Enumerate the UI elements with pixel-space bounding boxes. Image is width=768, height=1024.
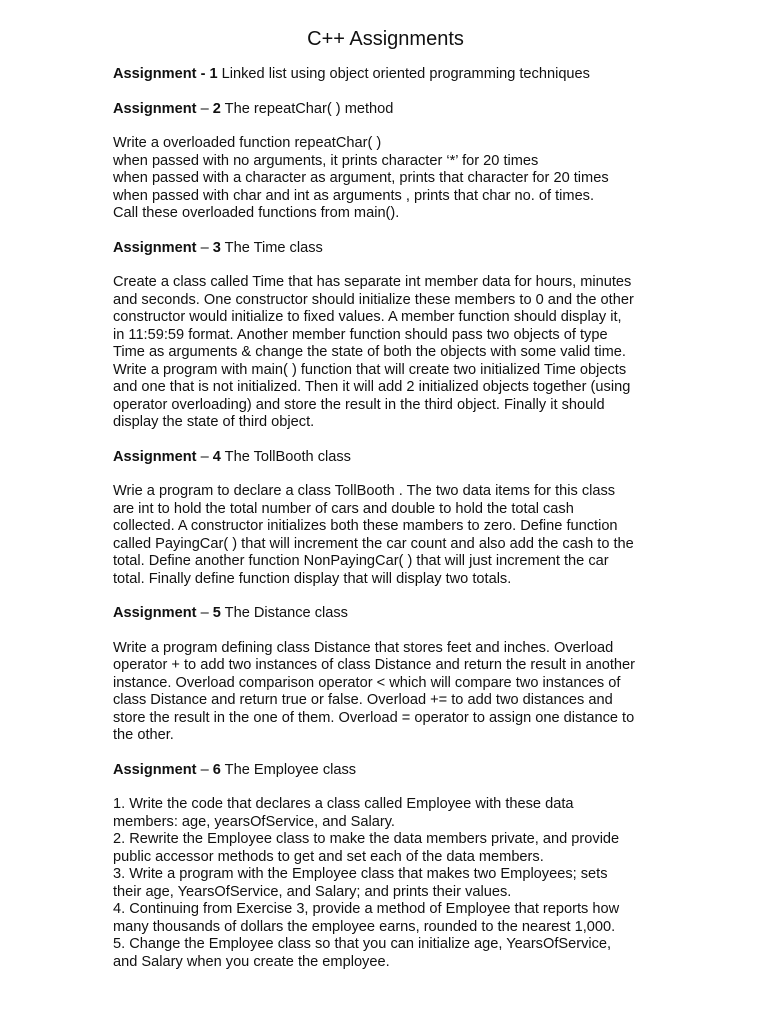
paragraph-line: operator + to add two instances of class Distance and return the result in another: [113, 657, 636, 673]
document-page: [113, 27, 658, 988]
assignment-number: 2: [212, 100, 221, 117]
assignment-title: The repeatChar( ) method: [220, 100, 394, 117]
paragraph-line: their age, YearsOfService, and Salary; and prints their values.: [113, 883, 512, 900]
paragraph-line: when passed with char and int as arguments , prints that char no. of times.: [113, 187, 595, 204]
paragraph-line: 1. Write the code that declares a class called Employee with these data: [113, 796, 574, 812]
paragraph-line: Write a program with main( ) function that will create two initialized Time objects: [113, 361, 627, 378]
paragraph-line: the other.: [113, 727, 174, 743]
paragraph-line: Call these overloaded functions from main().: [113, 205, 400, 221]
assignment-number: 6: [212, 761, 221, 778]
assignment-prefix: Assignment: [113, 761, 197, 778]
paragraph-line: Create a class called Time that has separate int member data for hours, minutes: [113, 274, 632, 290]
assignment-dash: –: [196, 605, 213, 621]
assignment-section: [113, 240, 658, 432]
paragraph-line: constructor would initialize to fixed values. A member function should display it,: [113, 309, 622, 325]
paragraph-line: called PayingCar( ) that will increment the car count and also add the cash to the: [113, 535, 634, 552]
paragraph-line: and Salary when you create the employee.: [113, 953, 390, 970]
assignment-section: [113, 762, 658, 972]
assignment-paragraph: [113, 640, 658, 745]
assignment-prefix: Assignment: [113, 100, 197, 117]
assignment-prefix: Assignment: [113, 605, 197, 621]
assignment-dash: –: [196, 761, 213, 778]
paragraph-line: when passed with no arguments, it prints character ‘*’ for 20 times: [113, 152, 539, 169]
assignment-paragraph: [113, 796, 658, 971]
assignment-title: The TollBooth class: [220, 448, 351, 465]
assignment-title: The Distance class: [220, 605, 348, 621]
paragraph-line: and one that is not initialized. Then it will add 2 initialized objects together (using: [113, 379, 631, 395]
page-title: C++ Assignments: [307, 28, 464, 50]
assignment-heading: [113, 605, 658, 623]
assignment-heading: [113, 762, 658, 780]
paragraph-line: many thousands of dollars the employee earns, rounded to the nearest 1,000.: [113, 918, 616, 935]
paragraph-line: display the state of third object.: [113, 414, 315, 430]
assignment-prefix: Assignment: [113, 239, 197, 256]
assignment-title: Linked list using object oriented programming techniques: [217, 66, 590, 82]
paragraph-line: public accessor methods to get and set each of the data members.: [113, 848, 544, 865]
assignment-dash: –: [196, 239, 213, 256]
assignment-section: [113, 66, 658, 84]
assignment-dash: –: [196, 448, 213, 465]
paragraph-line: Wrie a program to declare a class TollBooth . The two data items for this class: [113, 483, 616, 499]
assignment-number: 4: [212, 448, 221, 465]
assignment-prefix: Assignment: [113, 448, 197, 465]
assignment-heading: [113, 240, 658, 258]
paragraph-line: 2. Rewrite the Employee class to make the data members private, and provide: [113, 831, 620, 847]
assignment-title: The Time class: [220, 239, 323, 256]
assignment-paragraph: [113, 135, 658, 223]
assignment-section: [113, 449, 658, 589]
assignment-heading: [113, 66, 658, 84]
paragraph-line: class Distance and return true or false. Overload += to add two distances and: [113, 692, 613, 708]
assignment-section: [113, 101, 658, 223]
paragraph-line: in 11:59:59 format. Another member function should pass two objects of type: [113, 326, 608, 343]
paragraph-line: Time as arguments & change the state of both the objects with some valid time.: [113, 344, 626, 360]
paragraph-line: when passed with a character as argument, prints that character for 20 times: [113, 170, 609, 186]
paragraph-line: operator overloading) and store the result in the third object. Finally it should: [113, 396, 605, 413]
assignments-list: [113, 66, 658, 971]
paragraph-line: store the result in the one of them. Overload = operator to assign one distance to: [113, 709, 635, 726]
assignment-number: 3: [212, 239, 221, 256]
paragraph-line: and seconds. One constructor should initialize these members to 0 and the other: [113, 291, 634, 308]
paragraph-line: 4. Continuing from Exercise 3, provide a method of Employee that reports how: [113, 901, 620, 917]
paragraph-line: members: age, yearsOfService, and Salary.: [113, 813, 395, 830]
assignment-prefix: Assignment - 1: [113, 66, 218, 82]
paragraph-line: instance. Overload comparison operator < which will compare two instances of: [113, 674, 621, 691]
paragraph-line: are int to hold the total number of cars and double to hold the total cash: [113, 500, 574, 517]
assignment-section: [113, 605, 658, 745]
paragraph-line: 5. Change the Employee class so that you can initialize age, YearsOfService,: [113, 936, 612, 952]
assignment-paragraph: [113, 274, 658, 432]
paragraph-line: Write a overloaded function repeatChar( ): [113, 135, 382, 151]
assignment-dash: –: [196, 100, 213, 117]
paragraph-line: total. Finally define function display that will display two totals.: [113, 570, 512, 587]
assignment-paragraph: [113, 483, 658, 588]
paragraph-line: Write a program defining class Distance that stores feet and inches. Overload: [113, 639, 614, 656]
paragraph-line: total. Define another function NonPayingCar( ) that will just increment the car: [113, 553, 609, 569]
assignment-number: 5: [212, 605, 221, 621]
paragraph-line: 3. Write a program with the Employee class that makes two Employees; sets: [113, 866, 608, 882]
assignment-heading: [113, 449, 658, 467]
paragraph-line: collected. A constructor initializes both these mambers to zero. Define function: [113, 518, 618, 534]
assignment-heading: [113, 101, 658, 119]
assignment-title: The Employee class: [220, 761, 357, 778]
